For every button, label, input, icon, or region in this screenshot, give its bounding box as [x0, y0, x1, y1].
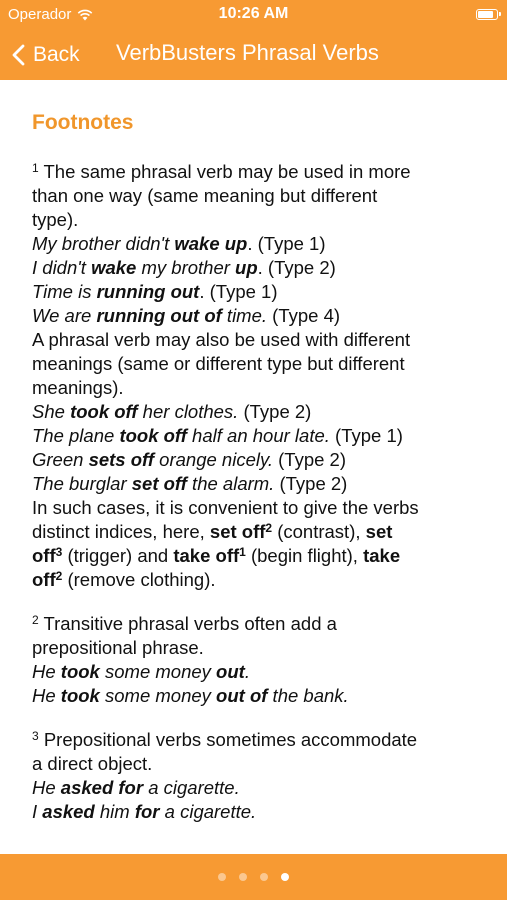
fn3-example-1: [32, 776, 480, 800]
fn1-marker: 1: [32, 161, 39, 175]
ex-text: the bank.: [267, 685, 349, 706]
ex-text: He: [32, 777, 61, 798]
fn3-intro-line-2: a direct object.: [32, 753, 153, 774]
page-control[interactable]: [0, 873, 507, 881]
ex-type-tag: (Type 1): [204, 281, 278, 302]
fn2-example-2: [32, 684, 480, 708]
fn2-intro-a: Transitive phrasal verbs often add a: [38, 613, 337, 634]
ex-verb: wake: [91, 257, 137, 278]
fn1-para3-line-1: In such cases, it is convenient to give the verbs: [32, 497, 419, 518]
fn1-example-3: [32, 280, 480, 304]
para-text: (begin flight),: [245, 545, 364, 566]
ex-type-tag: (Type 2): [272, 449, 346, 470]
ex-verb: running out: [96, 281, 200, 302]
fn1-para3-line-2: [32, 520, 480, 544]
fn3-marker: 3: [32, 729, 39, 743]
status-time: 10:26 AM: [218, 5, 289, 22]
ex-text: him: [94, 801, 135, 822]
fn1-intro-a: The same phrasal verb may be used in more: [38, 161, 411, 182]
back-button[interactable]: [12, 38, 80, 72]
ex-text: the alarm.: [186, 473, 275, 494]
ex-text: some money: [99, 661, 217, 682]
ex-text: my brother: [136, 257, 236, 278]
ex-verb: sets off: [88, 449, 155, 470]
index-verb: off: [32, 569, 56, 590]
index-verb: set off: [209, 521, 266, 542]
ex-text: half an hour late.: [186, 425, 330, 446]
footnote-2: [32, 612, 480, 708]
fn1-intro-line-3: type).: [32, 209, 79, 230]
fn1-example-8: [32, 472, 480, 496]
fn1-example-2: [32, 256, 480, 280]
ex-type-tag: (Type 4): [267, 305, 341, 326]
ex-particle: out: [216, 661, 245, 682]
ex-text: a cigarette.: [159, 801, 257, 822]
ex-verb: took off: [70, 401, 138, 422]
fn1-para2-line-1: A phrasal verb may also be used with different: [32, 329, 411, 350]
footnote-3: [32, 728, 480, 824]
ex-verb: asked for: [60, 777, 144, 798]
ex-text: He: [32, 685, 61, 706]
chevron-left-icon: [12, 44, 25, 66]
para-text: (trigger) and: [62, 545, 174, 566]
para-text: (remove clothing).: [62, 569, 216, 590]
ex-text: time.: [221, 305, 268, 326]
ex-text: her clothes.: [137, 401, 239, 422]
index-verb: take: [363, 545, 401, 566]
ex-type-tag: (Type 1): [252, 233, 326, 254]
ex-text: Time is: [32, 281, 97, 302]
ex-text: I: [32, 801, 43, 822]
page-dot-2[interactable]: [239, 873, 247, 881]
ex-verb: set off: [131, 473, 187, 494]
ex-text: .: [257, 257, 263, 278]
footnotes-content: [32, 80, 480, 854]
fn3-intro-line-1: [32, 728, 480, 752]
battery-level: [478, 11, 493, 18]
fn1-para2-line-2: meanings (same or different type but different: [32, 353, 405, 374]
fn1-example-5: [32, 400, 480, 424]
ex-verb: wake up: [174, 233, 248, 254]
ex-verb: took off: [119, 425, 187, 446]
fn1-intro-line-1: [32, 160, 480, 184]
page-dot-1[interactable]: [218, 873, 226, 881]
index-number: 2: [265, 521, 273, 535]
ex-text: .: [247, 233, 253, 254]
index-number: 3: [55, 545, 63, 559]
index-number: 1: [239, 545, 246, 559]
index-verb: take off: [173, 545, 240, 566]
fn1-example-4: [32, 304, 480, 328]
footnote-1: [32, 160, 480, 592]
ex-particle: for: [134, 801, 160, 822]
ex-particle: up: [235, 257, 258, 278]
ex-text: a cigarette.: [143, 777, 240, 798]
fn1-example-6: [32, 424, 480, 448]
index-number: 2: [55, 569, 63, 583]
fn3-intro-a: Prepositional verbs sometimes accommodate: [38, 729, 418, 750]
ex-verb: took: [60, 661, 100, 682]
page-dot-3[interactable]: [260, 873, 268, 881]
footnotes-heading: Footnotes: [32, 111, 134, 134]
fn2-marker: 2: [32, 613, 39, 627]
ex-text: I didn't: [32, 257, 92, 278]
ex-text: The plane: [32, 425, 120, 446]
ex-type-tag: (Type 2): [262, 257, 336, 278]
ex-type-tag: (Type 2): [274, 473, 348, 494]
ex-text: She: [32, 401, 71, 422]
carrier-label: Operador: [8, 6, 72, 23]
footer-bar: [0, 854, 507, 900]
fn2-example-1: [32, 660, 480, 684]
ex-verb: running out of: [96, 305, 222, 326]
ex-text: some money: [99, 685, 217, 706]
battery-tip: [499, 12, 501, 16]
fn1-para3-line-3: [32, 544, 480, 568]
ex-text: He: [32, 661, 61, 682]
fn2-intro-line-1: [32, 612, 480, 636]
para-text: distinct indices, here,: [32, 521, 210, 542]
status-bar: [0, 0, 507, 30]
para-text: (contrast),: [272, 521, 366, 542]
ex-particle: out of: [216, 685, 268, 706]
fn1-para3-line-4: [32, 568, 480, 592]
ex-text: The burglar: [32, 473, 132, 494]
fn1-intro-line-2: than one way (same meaning but different: [32, 185, 378, 206]
navigation-bar: [0, 30, 507, 80]
ex-type-tag: (Type 1): [329, 425, 403, 446]
index-verb: set: [365, 521, 393, 542]
battery-icon: [476, 9, 498, 20]
ex-verb: asked: [42, 801, 95, 822]
ex-type-tag: (Type 2): [238, 401, 312, 422]
ex-text: Green: [32, 449, 89, 470]
ex-text: orange nicely.: [154, 449, 273, 470]
nav-title: VerbBusters Phrasal Verbs: [116, 40, 379, 65]
ex-text: We are: [32, 305, 97, 326]
ex-verb: took: [60, 685, 100, 706]
page-dot-4[interactable]: [281, 873, 289, 881]
ex-text: .: [244, 661, 250, 682]
fn3-example-2: [32, 800, 480, 824]
fn1-para2-line-3: meanings).: [32, 377, 124, 398]
index-verb: off: [32, 545, 56, 566]
back-label: Back: [33, 43, 80, 66]
ex-text: .: [199, 281, 205, 302]
ex-text: My brother didn't: [32, 233, 175, 254]
fn1-example-7: [32, 448, 480, 472]
fn2-intro-line-2: prepositional phrase.: [32, 637, 204, 658]
fn1-example-1: [32, 232, 480, 256]
